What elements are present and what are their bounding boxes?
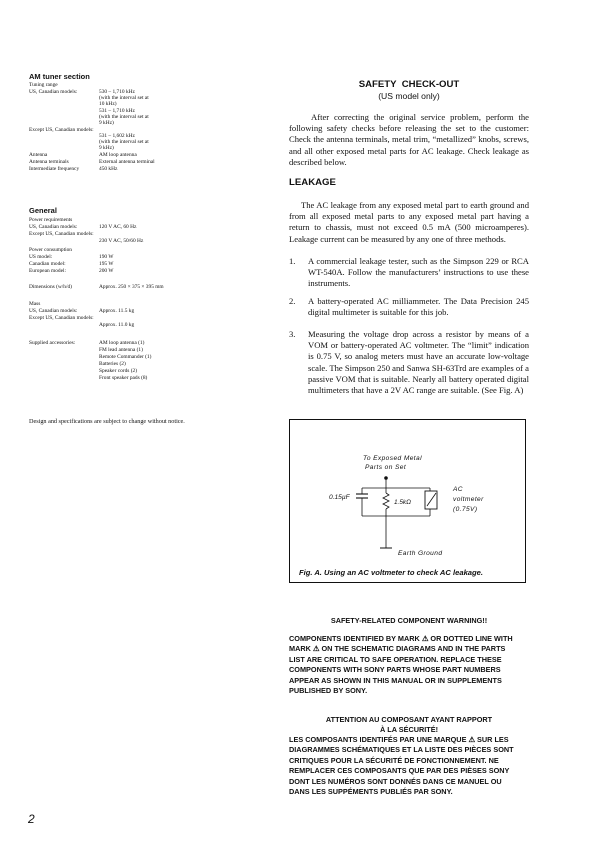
general-heading: General [29, 206, 57, 215]
am-us-can-note-1b: 10 kHz) [99, 101, 117, 107]
list-item-number: 3. [289, 329, 296, 339]
am-us-can-note-2b: 9 kHz) [99, 120, 114, 126]
meter-label-line2: voltmeter [453, 496, 484, 503]
dimensions-value: Approx. 250 × 375 × 395 mm [99, 284, 164, 290]
warning-en-body [289, 634, 529, 696]
figure-caption: Fig. A. Using an AC voltmeter to check AC leakage. [299, 568, 483, 577]
power-req-label: Power requirements [29, 217, 73, 223]
antenna-terminals-value: External antenna terminal [99, 159, 155, 165]
dimensions-label: Dimensions (w/h/d) [29, 284, 72, 290]
accessory-item: Remote Commander (1) [99, 354, 152, 360]
pc-us-value: 190 W [99, 254, 114, 260]
pc-us-label: US model: [29, 254, 53, 260]
warning-fr-line: REMPLACER CES COMPOSANTS QUE PAR DES PIÈSES SONY [289, 766, 510, 776]
pc-eu-value: 200 W [99, 268, 114, 274]
mass-except-label: Except US, Canadian models: [29, 315, 94, 321]
meter-label-line3: (0.75V) [453, 506, 478, 513]
if-value: 450 kHz [99, 166, 118, 172]
pc-can-label: Canadian model: [29, 261, 66, 267]
warning-en-line: LIST ARE CRITICAL TO SAFE OPERATION. REPLACE THESE [289, 654, 502, 664]
pr-us-label: US, Canadian models: [29, 224, 78, 230]
warning-en-line: COMPONENTS IDENTIFIED BY MARK ⚠ OR DOTTED LINE WITH [289, 634, 513, 643]
warning-en-title: SAFETY-RELATED COMPONENT WARNING!! [330, 616, 488, 625]
method-list [289, 256, 529, 396]
leakage-heading: LEAKAGE [289, 177, 336, 188]
warning-en-line: APPEAR AS SHOWN IN THIS MANUAL OR IN SUPPLEMENTS [289, 675, 502, 685]
mass-us-label: US, Canadian models: [29, 308, 78, 314]
warning-fr-line: DANS LES SUPPÉMENTS PUBLIÉS PAR SONY. [289, 787, 453, 797]
figure-a [289, 419, 526, 583]
safety-subtitle: (US model only) [378, 91, 440, 101]
accessory-item: Front speaker pads (8) [99, 375, 148, 381]
tuning-range-label: Tuning range [29, 82, 58, 88]
am-tuner-section [29, 72, 269, 197]
am-except-note-a: (with the interval set at [99, 139, 149, 145]
mass-except-value: Approx. 11.0 kg [99, 322, 135, 328]
accessory-item: Speaker cords (2) [99, 368, 138, 374]
am-us-can-value-1: 530 – 1,710 kHz [99, 89, 135, 95]
top-label-line1: To Exposed Metal [363, 455, 422, 462]
warning-en-line: PUBLISHED BY SONY. [289, 686, 368, 696]
list-item: A battery-operated AC milliammeter. The Data Precision 245 digital multimeter is suitable for this job. [308, 296, 529, 318]
am-us-can-note-2a: (with the interval set at [99, 114, 149, 120]
warning-fr-body [289, 735, 529, 797]
pc-can-value: 195 W [99, 261, 114, 267]
am-except-label: Except US, Canadian models: [29, 127, 94, 133]
general-section [29, 206, 269, 406]
mass-label: Mass [29, 301, 41, 307]
spec-footnote: Design and specifications are subject to change without notice. [29, 418, 185, 425]
warning-fr-line: DIAGRAMMES SCHÉMATIQUES ET LA LISTE DES PIÈCES SONT [289, 745, 514, 755]
antenna-label: Antenna [29, 152, 48, 158]
accessory-item: AM loop antenna (1) [99, 340, 145, 346]
safety-title: SAFETY CHECK-OUT [358, 79, 460, 90]
list-item: Measuring the voltage drop across a resistor by means of a VOM or battery-operated AC voltmeter. The “limit” indication is 0.75 V, so analog meters must have an accurate low-voltage scale. The Simpson 250 and Sanwa SH-63Trd are examples of a passive VOM that is suitable. Nearly all battery operated digital multimeters that have a 2V AC range are suitable. (See Fig. A) [308, 329, 529, 396]
warning-fr-line: DONT LES NUMÉROS SONT DONNÉS DANS CE MANUEL OU [289, 776, 502, 786]
list-item: A commercial leakage tester, such as the Simpson 229 or RCA WT-540A. Follow the manufacturers’ instructions to use these instruments. [308, 256, 529, 289]
pr-except-value: 230 V AC, 50/60 Hz [99, 238, 144, 244]
if-label: Intermediate frequency [29, 166, 80, 172]
am-except-value: 531 – 1,602 kHz [99, 133, 135, 139]
mass-us-value: Approx. 11.5 kg [99, 308, 135, 314]
warning-fr-title-1: ATTENTION AU COMPOSANT AYANT RAPPORT [325, 715, 493, 724]
page-number: 2 [28, 812, 35, 826]
meter-label-line1: AC [453, 486, 463, 493]
power-cons-label: Power consumption [29, 247, 72, 253]
am-us-can-label: US, Canadian models: [29, 89, 78, 95]
accessory-item: Batteries (2) [99, 361, 126, 367]
list-item-number: 1. [289, 256, 296, 266]
warning-fr-line: CRITIQUES POUR LA SÉCURITÉ DE FONCTIONNEMENT. NE [289, 755, 499, 765]
warning-en-line: MARK ⚠ ON THE SCHEMATIC DIAGRAMS AND IN THE PARTS [289, 644, 506, 654]
warning-en-line: COMPONENTS WITH SONY PARTS WHOSE PART NUMBERS [289, 665, 501, 675]
accessory-item: FM lead antenna (1) [99, 347, 143, 353]
top-label-line2: Parts on Set [365, 464, 407, 471]
list-item-number: 2. [289, 296, 296, 306]
capacitor-label: 0.15µF [329, 494, 350, 501]
ground-label: Earth Ground [398, 550, 443, 557]
accessories-label: Supplied accessories: [29, 340, 76, 346]
resistor-label: 1.5kΩ [394, 499, 411, 506]
warning-fr-line: LES COMPOSANTS IDENTIFÉS PAR UNE MARQUE ⚠ SUR LES [289, 735, 509, 744]
am-tuner-heading: AM tuner section [29, 72, 90, 81]
am-us-can-value-2: 531 – 1,710 kHz [99, 108, 135, 114]
leakage-text: The AC leakage from any exposed metal part to earth ground and from all exposed metal parts to any exposed metal part having a return to chassis, must not exceed 0.5 mA (500 microamperes). Leakage current can be measured by any one of three methods. [289, 200, 529, 244]
am-us-can-note-1a: (with the interval set at [99, 95, 149, 101]
safety-intro: After correcting the original service problem, perform the following safety checks before releasing the set to the customer: Check the antenna terminals, metal trim, “metallized” knobs, screws, and all other exposed metal parts for AC leakage. Check leakage as described below. [289, 112, 529, 167]
am-except-note-b: 9 kHz) [99, 145, 114, 151]
pc-eu-label: European model: [29, 268, 66, 274]
pr-except-label: Except US, Canadian models: [29, 231, 94, 237]
antenna-terminals-label: Antenna terminals [29, 159, 69, 165]
antenna-value: AM loop antenna [99, 152, 137, 158]
warning-fr-title-2: À LA SÉCURITÉ! [379, 725, 439, 734]
pr-us-value: 120 V AC, 60 Hz [99, 224, 137, 230]
